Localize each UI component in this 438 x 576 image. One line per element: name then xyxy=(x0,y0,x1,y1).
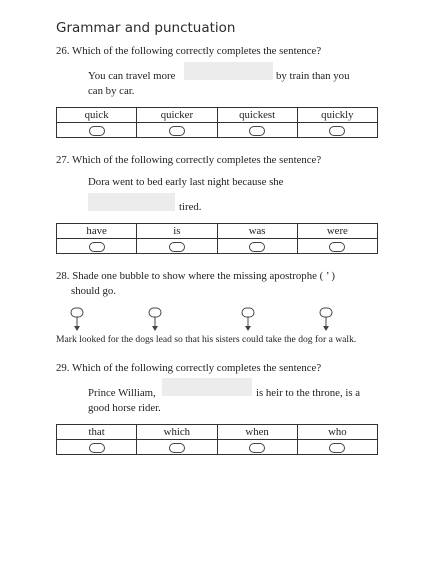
q26-answer-bubble[interactable] xyxy=(89,126,105,136)
q27-prompt: 27. Which of the following correctly completes the sentence? xyxy=(56,154,322,166)
q29-answer-bubble[interactable] xyxy=(89,443,105,453)
q26-options-table xyxy=(56,107,378,138)
q27-answer-bubble[interactable] xyxy=(329,242,345,252)
q29-option-label: which xyxy=(137,425,217,440)
q27-answer-bubble[interactable] xyxy=(249,242,265,252)
q26-answer-bubble[interactable] xyxy=(329,126,345,136)
q29-answer-bubble[interactable] xyxy=(169,443,185,453)
q29-sentence-end: is heir to the throne, is a xyxy=(256,387,361,399)
q26-option-label: quick xyxy=(57,108,137,123)
q29-sentence-start: Prince William, xyxy=(88,387,156,399)
q29-option-label: who xyxy=(297,425,377,440)
q27-sentence-end: tired. xyxy=(179,201,202,213)
q29-sentence-line2: good horse rider. xyxy=(88,402,161,414)
q28-prompt-line2: should go. xyxy=(71,285,116,297)
q26-option-label: quickly xyxy=(297,108,377,123)
q29-answer-bubble[interactable] xyxy=(329,443,345,453)
q26-option-label: quickest xyxy=(217,108,297,123)
q27-answer-bubble[interactable] xyxy=(89,242,105,252)
apostrophe-bubble-marker[interactable] xyxy=(70,307,84,333)
q26-sentence-start: You can travel more xyxy=(88,70,176,82)
q26-sentence-line2: can by car. xyxy=(88,85,135,97)
section-heading: Grammar and punctuation xyxy=(56,20,236,36)
q26-blank xyxy=(184,62,273,80)
q29-options-table xyxy=(56,424,378,455)
q29-prompt: 29. Which of the following correctly completes the sentence? xyxy=(56,362,322,374)
q29-option-label: that xyxy=(57,425,137,440)
q29-answer-bubble[interactable] xyxy=(249,443,265,453)
q26-option-label: quicker xyxy=(137,108,217,123)
q26-answer-bubble[interactable] xyxy=(169,126,185,136)
q27-blank xyxy=(88,193,175,211)
apostrophe-bubble-marker[interactable] xyxy=(319,307,333,333)
q29-blank xyxy=(162,378,252,396)
q27-option-label: have xyxy=(57,224,137,239)
q26-prompt: 26. Which of the following correctly completes the sentence? xyxy=(56,45,322,57)
q27-options-table xyxy=(56,223,378,254)
q29-option-label: when xyxy=(217,425,297,440)
q28-prompt-line1: 28. Shade one bubble to show where the missing apostrophe ( ’ ) xyxy=(56,270,335,282)
q28-sentence: Mark looked for the dogs lead so that his sisters could take the dog for a walk. xyxy=(56,334,357,345)
q27-option-label: was xyxy=(217,224,297,239)
q27-answer-bubble[interactable] xyxy=(169,242,185,252)
q26-answer-bubble[interactable] xyxy=(249,126,265,136)
q27-option-label: is xyxy=(137,224,217,239)
q27-option-label: were xyxy=(297,224,377,239)
apostrophe-bubble-marker[interactable] xyxy=(148,307,162,333)
apostrophe-bubble-marker[interactable] xyxy=(241,307,255,333)
q26-sentence-end: by train than you xyxy=(276,70,350,82)
q27-sentence-line1: Dora went to bed early last night because she xyxy=(88,176,284,188)
